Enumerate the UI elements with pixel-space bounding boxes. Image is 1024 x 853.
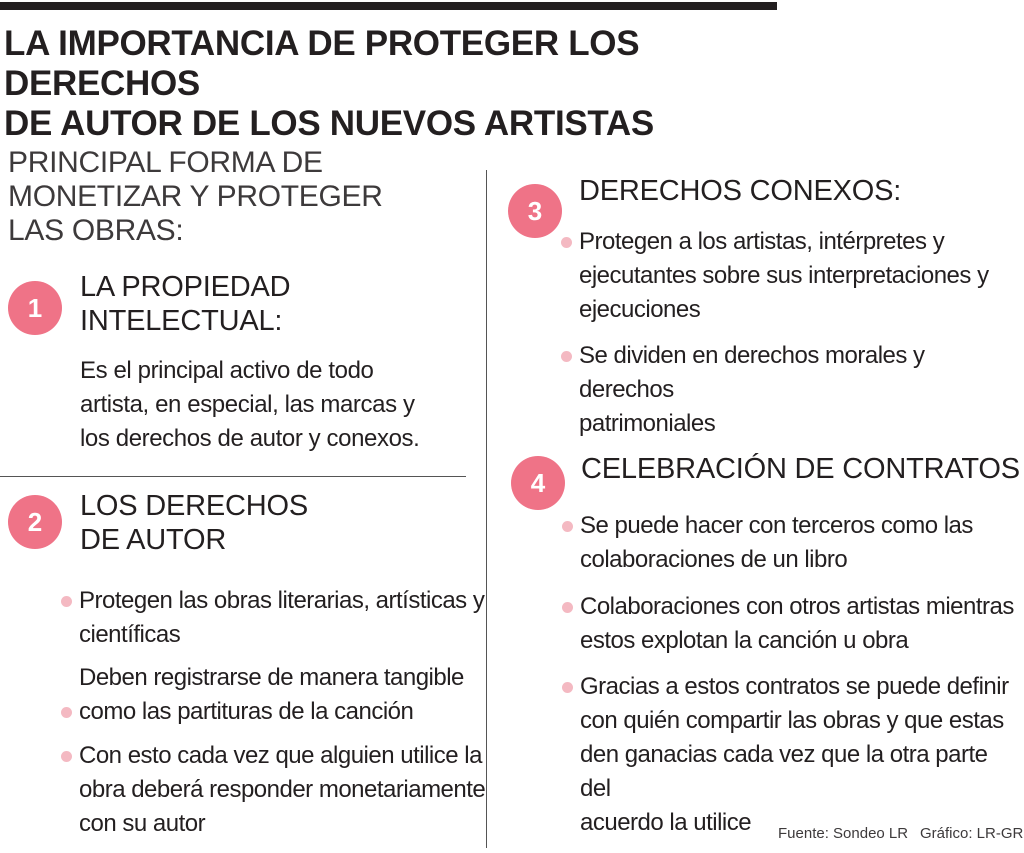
bullet-icon (561, 237, 572, 248)
section-4-bullet-2 (580, 590, 1014, 658)
section-3-bullet-2 (579, 339, 1024, 441)
bullet-icon (61, 596, 72, 607)
section-2-heading-line-2: DE AUTOR (80, 524, 227, 556)
section-2-bullet-1 (79, 584, 484, 652)
bullet-icon (562, 602, 573, 613)
section-1-heading-line-2: INTELECTUAL: (80, 305, 283, 337)
section-1-number-badge: 1 (8, 281, 62, 335)
bullet-line: den ganacias cada vez que la otra parte del (580, 741, 988, 802)
section-4-heading-line-1: CELEBRACIÓN DE CONTRATOS (581, 453, 1020, 485)
bullet-line: patrimoniales (579, 410, 716, 437)
section-3-number-badge: 3 (508, 184, 562, 238)
bullet-line: estos explotan la canción u obra (580, 627, 909, 654)
intro-heading (8, 146, 388, 248)
intro-line-2: MONETIZAR Y PROTEGER (8, 180, 383, 213)
bullet-line: Gracias a estos contratos se puede definir (580, 673, 1009, 700)
section-divider-horizontal (0, 476, 466, 477)
section-3-heading-line-1: DERECHOS CONEXOS: (579, 175, 902, 207)
section-1-paragraph-line-1: Es el principal activo de todo (80, 357, 374, 384)
section-1-heading (80, 270, 290, 338)
intro-line-3: LAS OBRAS: (8, 214, 184, 247)
section-2-heading (80, 489, 308, 557)
bullet-line: obra deberá responder monetariamente (79, 776, 486, 803)
top-rule (0, 2, 777, 10)
section-3-heading (579, 174, 901, 208)
section-2-heading-line-1: LOS DERECHOS (80, 490, 309, 522)
section-4-bullet-1 (580, 509, 973, 577)
bullet-line: acuerdo la utilice (580, 809, 752, 836)
bullet-line: Con esto cada vez que alguien utilice la (79, 742, 482, 769)
bullet-line: con su autor (79, 810, 206, 837)
bullet-line: ejecuciones (579, 296, 701, 323)
section-1-paragraph-line-3: los derechos de autor y conexos. (80, 425, 420, 452)
bullet-icon (61, 707, 72, 718)
section-4-number-badge: 4 (511, 456, 565, 510)
section-2-bullet-3 (79, 739, 485, 841)
section-2-bullet-2 (79, 661, 464, 729)
title-line-1: LA IMPORTANCIA DE PROTEGER LOS DERECHOS (4, 24, 640, 103)
bullet-line: Protegen a los artistas, intérpretes y (579, 228, 945, 255)
section-2-number-badge: 2 (8, 495, 62, 549)
bullet-icon (562, 521, 573, 532)
bullet-line: Deben registrarse de manera tangible (79, 664, 464, 691)
section-1-paragraph (80, 354, 419, 456)
bullet-line: como las partituras de la canción (79, 698, 414, 725)
page-title (4, 24, 804, 144)
bullet-line: colaboraciones de un libro (580, 546, 848, 573)
section-4-heading (581, 452, 1020, 486)
section-1-heading-line-1: LA PROPIEDAD (80, 271, 291, 303)
bullet-line: ejecutantes sobre sus interpretaciones y (579, 262, 989, 289)
bullet-line: Protegen las obras literarias, artísticas y (79, 587, 485, 614)
bullet-icon (61, 751, 72, 762)
title-line-2: DE AUTOR DE LOS NUEVOS ARTISTAS (4, 104, 654, 143)
bullet-icon (562, 682, 573, 693)
section-3-bullet-1 (579, 225, 989, 327)
column-divider-vertical (486, 170, 487, 848)
bullet-line: científicas (79, 621, 181, 648)
bullet-icon (561, 351, 572, 362)
section-4-bullet-3 (580, 670, 1024, 840)
graphic-credit: Gráfico: LR-GR (920, 825, 1024, 842)
section-1-paragraph-line-2: artista, en especial, las marcas y (80, 391, 415, 418)
bullet-line: Colaboraciones con otros artistas mientras (580, 593, 1014, 620)
bullet-line: con quién compartir las obras y que estas (580, 707, 1004, 734)
bullet-line: Se dividen en derechos morales y derechos (579, 342, 925, 403)
intro-line-1: PRINCIPAL FORMA DE (8, 146, 323, 179)
bullet-line: Se puede hacer con terceros como las (580, 512, 973, 539)
source-credit: Fuente: Sondeo LR (778, 825, 909, 842)
